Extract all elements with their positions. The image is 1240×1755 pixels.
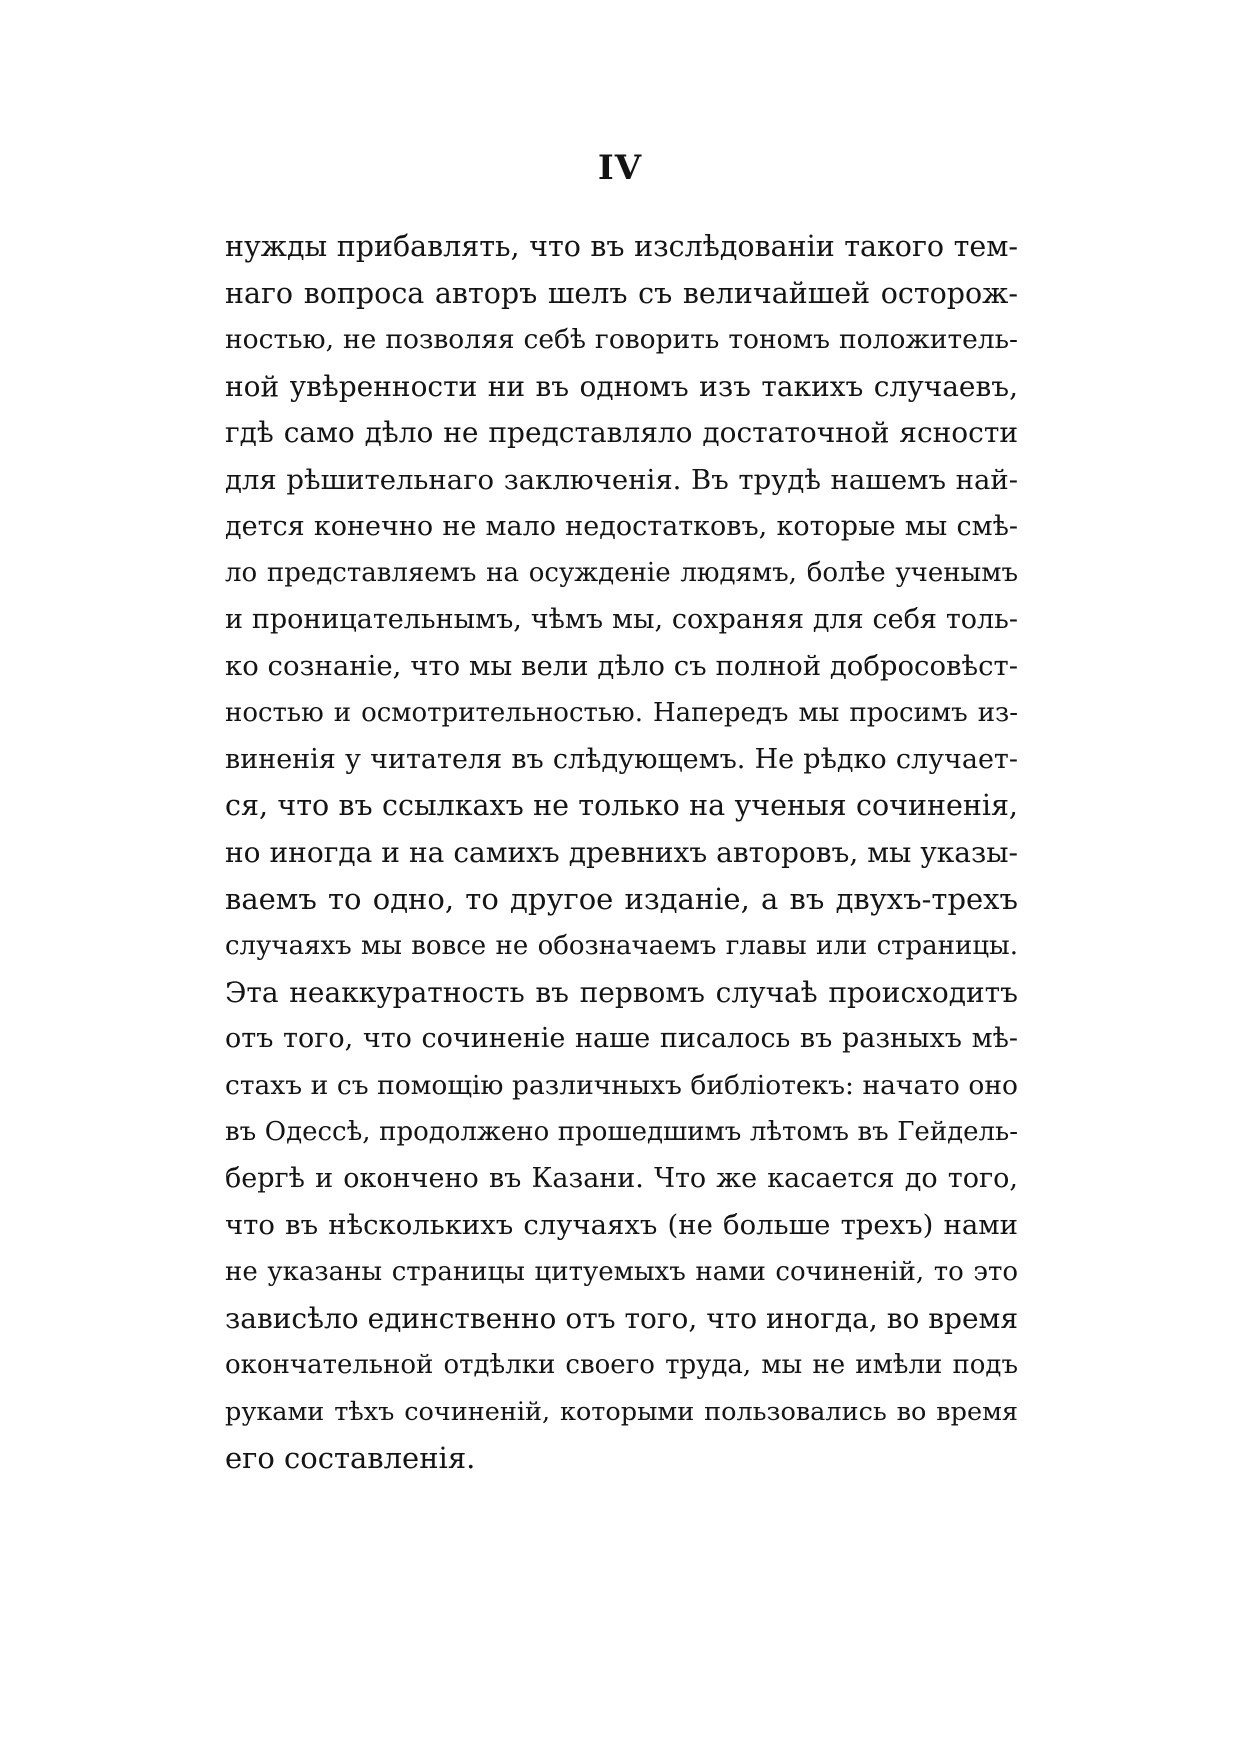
text-line: ностью, не позволяя себѣ говорить тономъ положитель- (225, 324, 1018, 356)
text-line: окончательной отдѣлки своего труда, мы не имѣли подъ (225, 1350, 1018, 1381)
text-line: въ Одессѣ, продолжено прошедшимъ лѣтомъ въ Гейдель- (225, 1117, 1018, 1148)
text-line: виненiя у читателя въ слѣдующемъ. Не рѣдко случает- (225, 743, 1018, 775)
text-line: нужды прибавлять, что въ изслѣдованiи такого тем- (225, 230, 1018, 263)
text-line: для рѣшительнаго заключенiя. Въ трудѣ нашемъ най- (225, 463, 1018, 496)
text-line: гдѣ само дѣло не представляло достаточной ясности (225, 416, 1018, 450)
text-line: наго вопроса авторъ шелъ съ величайшей осторож- (225, 276, 1018, 310)
text-line: ной увѣренности ни въ одномъ изъ такихъ случаевъ, (225, 369, 1018, 403)
text-line: не указаны страницы цитуемыхъ нами сочиненiй, то это (225, 1257, 1018, 1288)
text-line: ся, что въ ссылкахъ не только на ученыя сочиненiя, (225, 789, 1018, 823)
text-line: ваемъ то одно, то другое изданiе, а въ двухъ-трехъ (225, 882, 1018, 917)
text-line: и проницательнымъ, чѣмъ мы, сохраняя для себя толь- (225, 603, 1018, 635)
body-text (225, 224, 1018, 1482)
text-line: его составленiя. (225, 1441, 476, 1476)
text-line: Эта неаккуратность въ первомъ случаѣ происходитъ (225, 975, 1018, 1009)
text-line: зависѣло единственно отъ того, что иногда, во время (225, 1301, 1018, 1335)
text-line: ко сознанiе, что мы вели дѣло съ полной добросовѣст- (225, 650, 1018, 683)
text-line: руками тѣхъ сочиненiй, которыми пользовались во время (225, 1396, 1018, 1427)
page-number: IV (597, 148, 643, 188)
text-line: ностью и осмотрительностью. Напередъ мы просимъ из- (225, 697, 1018, 728)
text-line: отъ того, что сочиненiе наше писалось въ разныхъ мѣ- (225, 1023, 1018, 1055)
text-line: случаяхъ мы вовсе не обозначаемъ главы или страницы. (225, 930, 1018, 961)
text-line: что въ нѣсколькихъ случаяхъ (не больше трехъ) нами (225, 1209, 1018, 1242)
text-line: но иногда и на самихъ древнихъ авторовъ, мы указы- (225, 835, 1018, 869)
text-line: ло представляемъ на осужденiе людямъ, болѣе ученымъ (225, 558, 1018, 589)
text-line: дется конечно не мало недостатковъ, которые мы смѣ- (225, 510, 1018, 542)
text-line: стахъ и съ помощiю различныхъ библiотекъ: начато оно (225, 1069, 1018, 1101)
text-line: бергѣ и окончено въ Казани. Что же касается до того, (225, 1162, 1018, 1194)
